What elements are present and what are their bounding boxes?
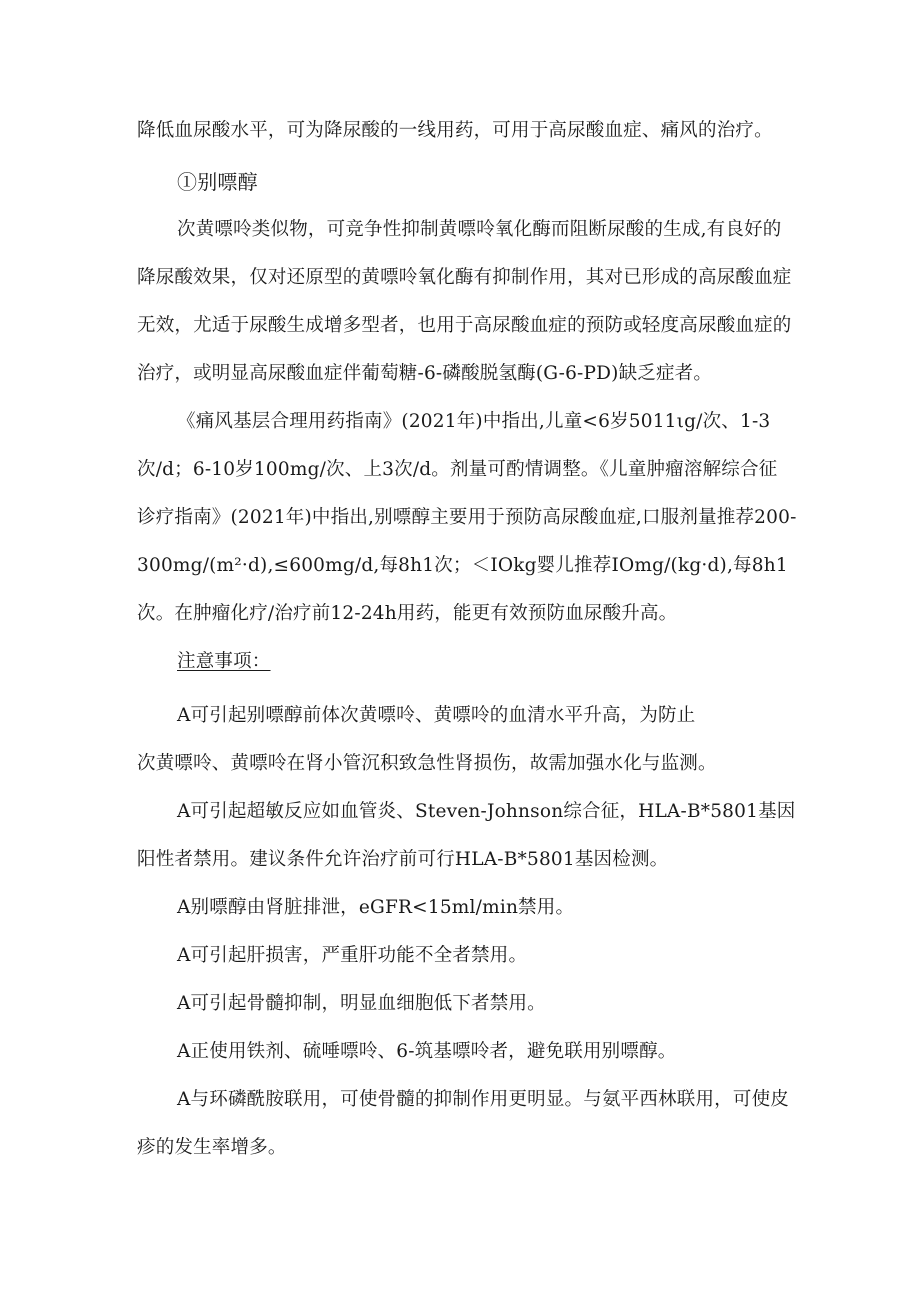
note-item-continuation: 疹的发生率增多。 [137,1137,287,1158]
paragraph-line: 降尿酸效果，仅对还原型的黄嘌呤氧化酶有抑制作用，其对已形成的高尿酸血症 [137,267,792,288]
note-item: A可引起肝损害，严重肝功能不全者禁用。 [177,945,528,966]
paragraph-line: 《痛风基层合理用药指南》(2021年)中指出,儿童<6岁5011ιg/次、1-3 [177,411,771,432]
note-item: A可引起骨髓抑制，明显血细胞低下者禁用。 [177,993,546,1014]
note-item: A别嘌醇由肾脏排泄，eGFR<15ml/min禁用。 [177,897,575,918]
paragraph-line: 诊疗指南》(2021年)中指出,别嘌醇主要用于预防高尿酸血症,口服剂量推荐200- [137,507,797,528]
note-item: A与环磷酰胺联用，可使骨髓的抑制作用更明显。与氨平西林联用，可使皮 [177,1089,789,1110]
note-item: A可引起超敏反应如血管炎、Steven-Johnson综合征，HLA-B*5801基因 [177,801,796,822]
section-heading-allopurinol: ①别嘌醇 [177,170,258,194]
paragraph-line: 治疗，或明显高尿酸血症伴葡萄糖-6-磷酸脱氢酶(G-6-PD)缺乏症者。 [137,363,713,384]
note-item: A可引起别嘌醇前体次黄嘌呤、黄嘌呤的血清水平升高，为防止 [177,705,696,726]
paragraph-line: 次。在肿瘤化疗/治疗前12-24h用药，能更有效预防血尿酸升高。 [137,603,678,624]
notes-heading: 注意事项： [177,651,271,672]
paragraph-line: 次/d；6-10岁100mg/次、上3次/d。剂量可酌情调整。《儿童肿瘤溶解综合征 [137,459,778,480]
paragraph-line-intro: 降低血尿酸水平，可为降尿酸的一线用药，可用于高尿酸血症、痛风的治疗。 [137,120,773,141]
paragraph-line: 300mg/(m²·d),≤600mg/d,每8h1次；＜IOkg婴儿推荐IOmg/(kg·d),每8h1 [137,555,788,576]
note-item-continuation: 次黄嘌呤、黄嘌呤在肾小管沉积致急性肾损伤，故需加强水化与监测。 [137,753,717,774]
note-item: A正使用铁剂、硫唾嘌呤、6-筑基嘌呤者，避免联用别嘌醇。 [177,1041,677,1062]
note-item-continuation: 阳性者禁用。建议条件允许治疗前可行HLA-B*5801基因检测。 [137,849,669,870]
paragraph-line: 次黄嘌呤类似物，可竞争性抑制黄嘌呤氧化酶而阻断尿酸的生成,有良好的 [177,219,782,240]
paragraph-line: 无效，尤适于尿酸生成增多型者，也用于高尿酸血症的预防或轻度高尿酸血症的 [137,315,792,336]
